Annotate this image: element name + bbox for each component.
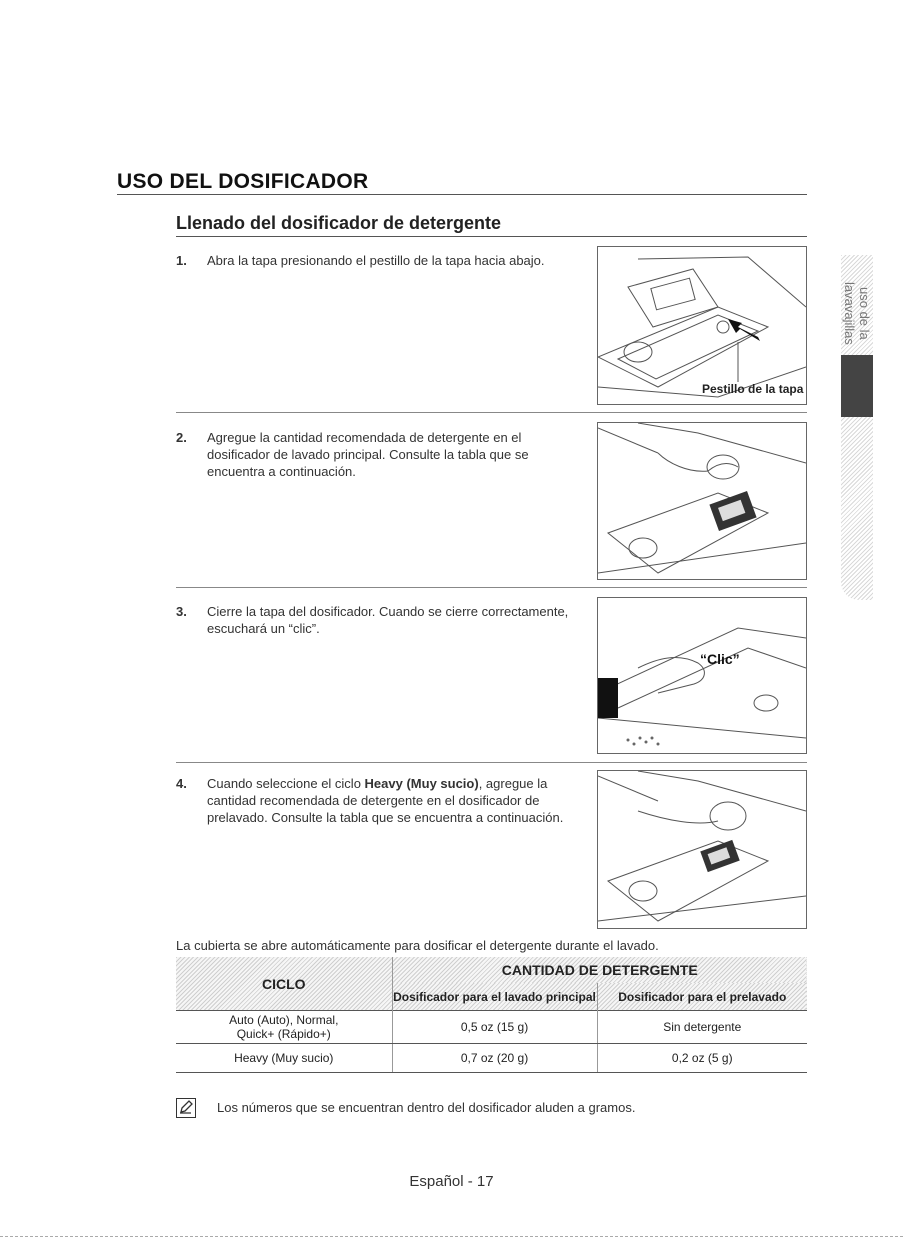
figure-prewash-detergent — [597, 770, 807, 929]
section-rule — [117, 194, 807, 195]
table-row — [176, 1044, 807, 1073]
header-amount: CANTIDAD DE DETERGENTE — [392, 957, 807, 983]
figure-close-lid — [597, 597, 807, 754]
figure-lid-latch — [597, 246, 807, 405]
step-text-bold: Heavy (Muy sucio) — [364, 776, 479, 791]
step-number: 1. — [176, 253, 187, 268]
step-separator — [176, 412, 807, 413]
step-text — [207, 775, 586, 826]
side-tab-marker — [841, 355, 873, 417]
cycle-line: Auto (Auto), Normal, — [229, 1013, 339, 1027]
step-text: Agregue la cantidad recomendada de detergente en el dosificador de lavado principal. Consulte la tabla que se encuentra a continuación. — [207, 430, 529, 479]
header-main-dispenser: Dosificador para el lavado principal — [392, 983, 597, 1011]
note-text: Los números que se encuentran dentro del dosificador aluden a gramos. — [217, 1100, 636, 1115]
step-number: 4. — [176, 776, 187, 791]
subsection-title: Llenado del dosificador de detergente — [176, 213, 502, 233]
step-4 — [176, 775, 586, 826]
section-title: USO DEL DOSIFICADOR — [117, 170, 369, 193]
cycle-line: Heavy (Muy sucio) — [234, 1051, 334, 1065]
figure-add-detergent — [597, 422, 807, 580]
header-cycle: CICLO — [176, 957, 392, 1011]
detergent-table — [176, 957, 807, 1073]
step-text-part: , agregue la cantidad recomendada de detergente en el dosificador de prelavado. Consulte la tabla que se encuentra a continuación. — [207, 776, 564, 825]
cycle-cell — [176, 1011, 392, 1044]
step-separator — [176, 762, 807, 763]
step-3 — [176, 603, 586, 637]
prewash-amount-cell: 0,2 oz (5 g) — [597, 1044, 807, 1073]
side-tab-text: uso de la lavavajillas — [842, 281, 872, 345]
subsection-rule — [176, 236, 807, 237]
table-intro: La cubierta se abre automáticamente para dosificar el detergente durante el lavado. — [176, 938, 659, 953]
figure-label: Pestillo de la tapa — [702, 382, 804, 396]
step-1 — [176, 252, 586, 269]
step-2 — [176, 429, 586, 480]
header-prewash-dispenser: Dosificador para el prelavado — [597, 983, 807, 1011]
note-icon — [176, 1098, 196, 1118]
step-number: 3. — [176, 604, 187, 619]
main-amount-cell: 0,5 oz (15 g) — [392, 1011, 597, 1044]
main-amount-cell: 0,7 oz (20 g) — [392, 1044, 597, 1073]
bottom-rule — [0, 1236, 903, 1237]
step-text: Cierre la tapa del dosificador. Cuando se cierre correctamente, escuchará un “clic”. — [207, 604, 569, 636]
figure-label: “Clic” — [700, 651, 740, 667]
page-footer: Español - 17 — [409, 1173, 494, 1190]
cycle-cell — [176, 1044, 392, 1073]
step-separator — [176, 587, 807, 588]
step-text-part: Cuando seleccione el ciclo — [207, 776, 365, 791]
table-row — [176, 1011, 807, 1044]
cycle-line: Quick+ (Rápido+) — [236, 1027, 331, 1041]
step-number: 2. — [176, 430, 187, 445]
step-text: Abra la tapa presionando el pestillo de la tapa hacia abajo. — [207, 253, 545, 268]
prewash-amount-cell: Sin detergente — [597, 1011, 807, 1044]
